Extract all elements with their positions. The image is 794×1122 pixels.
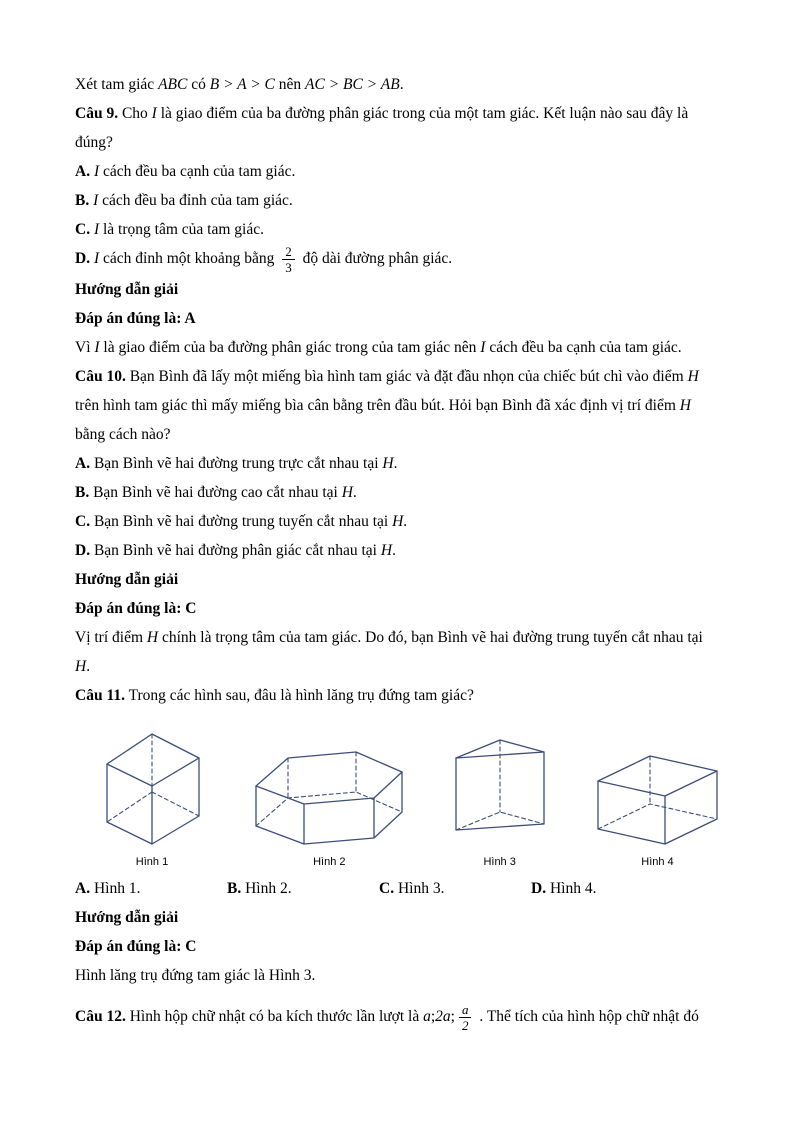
paragraph	[75, 157, 720, 186]
paragraph	[75, 961, 720, 990]
text-run: H	[146, 629, 159, 646]
text-run: là giao điểm của ba đường phân giác trong của tam giác nên	[99, 339, 481, 356]
text-run: H	[679, 397, 691, 414]
text-run: độ dài đường phân giác.	[298, 250, 453, 268]
figure-caption: Hình 4	[641, 856, 674, 868]
solid-edges	[256, 752, 402, 844]
text-run: .	[399, 76, 404, 93]
option-d	[531, 874, 683, 903]
text-run: .	[392, 542, 396, 559]
prism-triangular-figure	[452, 736, 548, 851]
text-run: cách đều ba cạnh của tam giác.	[99, 163, 296, 180]
text-run: Hình hộp chữ nhật có ba kích thước lần lượt là	[125, 1008, 424, 1026]
text-run: chính là trọng tâm của tam giác. Do đó, bạn Bình vẽ hai đường trung tuyến cắt nhau tại	[158, 629, 703, 646]
text-run: Câu 11.	[75, 687, 125, 704]
figure-row	[75, 726, 720, 868]
text-run: 2a	[435, 1008, 451, 1026]
option-letter: D.	[531, 880, 547, 897]
figure-caption: Hình 2	[313, 856, 346, 868]
text-run: ABC	[158, 76, 188, 93]
paragraph	[75, 1002, 720, 1033]
text-run: I	[93, 163, 100, 180]
figure-hinh-3	[452, 736, 548, 868]
figure-caption: Hình 1	[135, 856, 169, 868]
document-body-top	[75, 70, 720, 710]
text-run: D.	[75, 250, 91, 268]
paragraph	[75, 362, 720, 449]
text-run: nên	[274, 76, 306, 93]
text-run: có	[187, 76, 210, 93]
option-b	[227, 874, 379, 903]
text-run: Đáp án đúng là: C	[75, 600, 197, 617]
paragraph	[75, 681, 720, 710]
text-run: Đáp án đúng là: C	[75, 938, 197, 955]
text-run: C.	[75, 221, 91, 238]
option-label: Hình 1.	[90, 880, 141, 897]
text-run: I	[93, 192, 99, 209]
paragraph	[75, 565, 720, 594]
paragraph	[75, 244, 720, 275]
text-run: H	[392, 513, 404, 530]
text-run: B.	[75, 192, 90, 209]
text-run: cách đỉnh một khoảng bằng	[99, 250, 279, 268]
paragraph	[75, 275, 720, 304]
text-run: Đáp án đúng là: A	[75, 310, 196, 327]
paragraph	[75, 333, 720, 362]
paragraph	[75, 932, 720, 961]
text-run: là trọng tâm của tam giác.	[99, 221, 264, 238]
text-run: A.	[75, 163, 91, 180]
text-run: I	[480, 339, 486, 356]
text-run: Bạn Bình vẽ hai đường trung trực cắt nhau tại	[90, 455, 383, 472]
text-run: . Thể tích của hình hộp chữ nhật đó	[475, 1008, 699, 1026]
paragraph	[75, 623, 720, 681]
fraction: $\frac{2}{3}$	[282, 244, 295, 275]
text-run: A.	[75, 455, 91, 472]
text-run: Vì	[75, 339, 95, 356]
text-run: I	[94, 339, 100, 356]
text-run: .	[403, 513, 408, 530]
text-run: H	[380, 542, 393, 559]
text-run: I	[93, 221, 100, 238]
solid-edges	[598, 756, 717, 844]
text-run: H	[382, 455, 394, 472]
paragraph	[75, 903, 720, 932]
text-run: Hình lăng trụ đứng tam giác là Hình 3.	[75, 967, 316, 984]
text-run: cách đều ba đỉnh của tam giác.	[98, 192, 293, 209]
option-letter: C.	[379, 880, 395, 897]
text-run: B > A > C	[209, 76, 275, 93]
text-run: Trong các hình sau, đâu là hình lăng trụ đứng tam giác?	[124, 687, 474, 704]
paragraph	[75, 478, 720, 507]
text-run: Câu 10.	[75, 368, 126, 385]
text-run: ;	[430, 1008, 436, 1026]
text-run: Câu 9.	[75, 105, 119, 122]
paragraph	[75, 70, 720, 99]
text-run: ;	[450, 1008, 455, 1026]
figure-options-row	[75, 874, 720, 903]
text-run: .	[86, 658, 91, 675]
paragraph	[75, 186, 720, 215]
prism-box-figure	[595, 751, 720, 851]
text-run: là giao điểm của ba đường phân giác trong của một tam giác. Kết luận nào sau đây là đúng?	[75, 105, 689, 151]
text-run: cách đều ba cạnh của tam giác.	[485, 339, 682, 356]
text-run: Bạn Bình vẽ hai đường trung tuyến cắt nhau tại	[90, 513, 393, 530]
text-run: a	[423, 1008, 431, 1026]
document-body-bottom	[75, 903, 720, 1033]
text-run: I	[151, 105, 157, 122]
figure-caption: Hình 3	[483, 856, 516, 868]
text-run: H	[75, 658, 87, 675]
text-run: Cho	[118, 105, 152, 122]
fraction: $\frac{a}{2}$	[459, 1002, 472, 1033]
text-run: H	[341, 484, 353, 501]
text-run: .	[393, 455, 398, 472]
text-run: Xét tam giác	[75, 76, 159, 93]
solid-edges	[107, 734, 199, 844]
text-run: D.	[75, 542, 91, 559]
paragraph	[75, 99, 720, 157]
text-run: Hướng dẫn giải	[75, 571, 179, 588]
text-run: .	[352, 484, 357, 501]
text-run: AC > BC > AB	[305, 76, 400, 93]
text-run: bằng cách nào?	[75, 426, 171, 443]
option-label: Hình 4.	[546, 880, 597, 897]
text-run: Bạn Bình vẽ hai đường cao cắt nhau tại	[89, 484, 342, 501]
option-letter: B.	[227, 880, 242, 897]
text-run: trên hình tam giác thì mấy miếng bìa cân bằng trên đầu bút. Hỏi bạn Bình đã xác định vị trí điểm	[75, 397, 680, 414]
paragraph	[75, 594, 720, 623]
text-run: Hướng dẫn giải	[75, 909, 179, 926]
option-a	[75, 874, 227, 903]
option-label: Hình 2.	[241, 880, 292, 897]
option-letter: A.	[75, 880, 91, 897]
figure-hinh-1	[97, 726, 207, 868]
paragraph	[75, 215, 720, 244]
text-run: Hướng dẫn giải	[75, 281, 179, 298]
text-run: Bạn Bình đã lấy một miếng bìa hình tam giác và đặt đầu nhọn của chiếc bút chì vào điểm	[125, 368, 688, 385]
text-run: C.	[75, 513, 91, 530]
paragraph	[75, 507, 720, 536]
figure-hinh-4	[595, 751, 720, 868]
text-run: Vị trí điểm	[75, 629, 147, 646]
text-run: Câu 12.	[75, 1008, 126, 1026]
text-run: I	[93, 250, 100, 268]
text-run: B.	[75, 484, 90, 501]
paragraph	[75, 304, 720, 333]
text-run: H	[687, 368, 699, 385]
text-run: Bạn Bình vẽ hai đường phân giác cắt nhau tại	[90, 542, 381, 559]
prism-kite-figure	[97, 726, 207, 851]
option-label: Hình 3.	[394, 880, 445, 897]
hidden-edges	[107, 734, 199, 822]
paragraph	[75, 536, 720, 565]
prism-hexagonal-figure	[254, 746, 404, 851]
paragraph	[75, 449, 720, 478]
figure-hinh-2	[254, 746, 404, 868]
option-c	[379, 874, 531, 903]
